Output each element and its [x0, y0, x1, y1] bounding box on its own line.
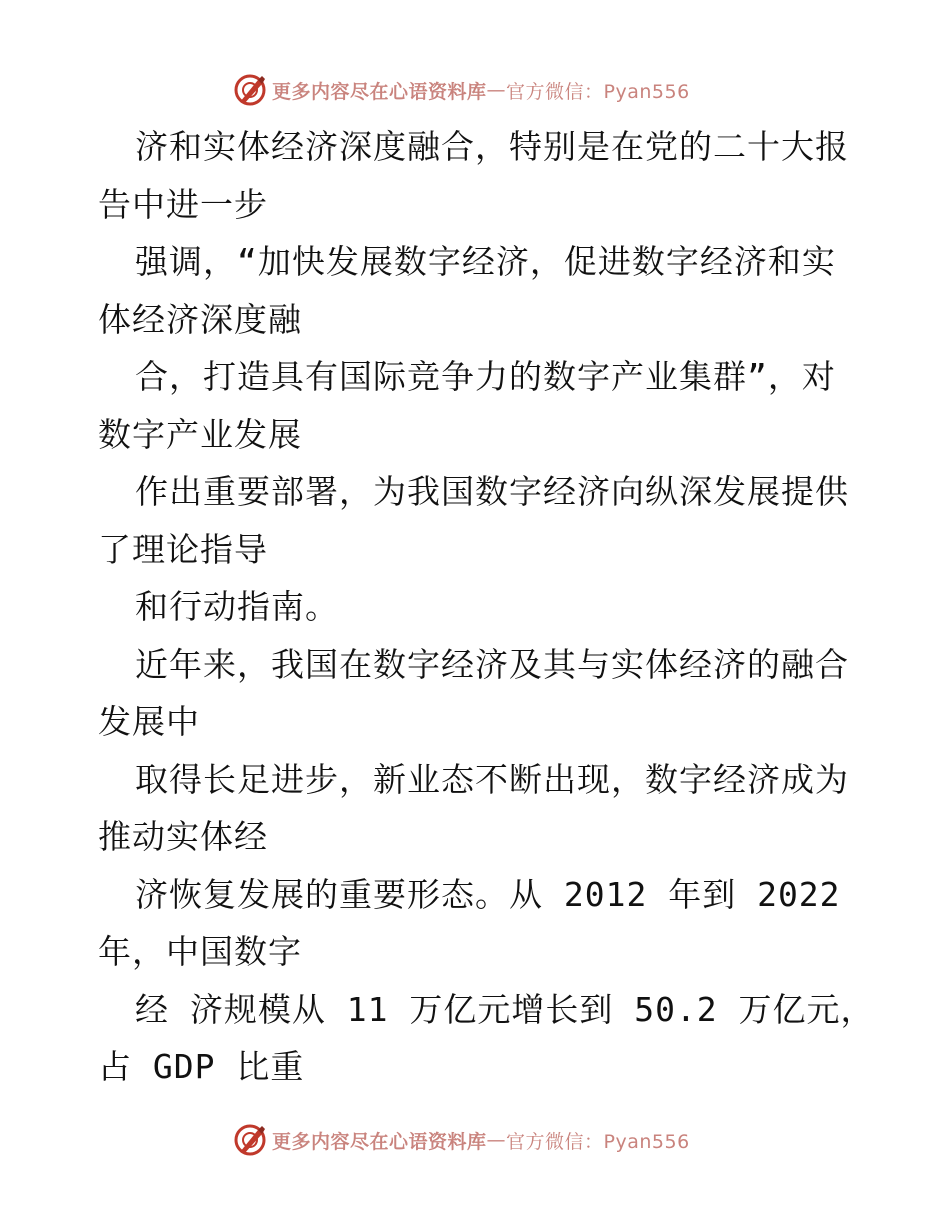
text-line: 济和实体经济深度融合，特别是在党的二十大报	[135, 127, 849, 166]
banner-dash: —	[486, 1129, 507, 1151]
body-text	[98, 118, 875, 1096]
banner-dash: —	[486, 79, 507, 101]
text-line: 发展中	[98, 702, 200, 741]
header-watermark-banner	[232, 70, 690, 110]
banner-contact-text: 官方微信：Pyan556	[506, 80, 690, 103]
text-line: 合，打造具有国际竞争力的数字产业集群”，对	[135, 357, 836, 396]
text-line: 年，中国数字	[98, 932, 302, 971]
text-line: 体经济深度融	[98, 299, 302, 339]
text-line: 告中进一步	[98, 184, 268, 224]
text-line: 作出重要部署，为我国数字经济向纵深发展提供	[135, 472, 849, 511]
pen-logo-icon	[232, 1122, 268, 1158]
banner-main-text: 更多内容尽在心语资料库	[272, 80, 487, 103]
text-line: 和行动指南。	[135, 587, 339, 626]
pen-logo-icon	[232, 72, 268, 108]
text-line: 推动实体经	[98, 817, 268, 856]
banner-contact-text: 官方微信：Pyan556	[506, 1130, 690, 1153]
footer-watermark-banner	[232, 1120, 690, 1160]
text-line: 近年来，我国在数字经济及其与实体经济的融合	[135, 644, 849, 684]
text-line: 济恢复发展的重要形态。从 2012 年到 2022	[135, 874, 841, 914]
text-line: 经 济规模从 11 万亿元增长到 50.2 万亿元，	[135, 989, 875, 1029]
text-line: 占 GDP 比重	[98, 1047, 305, 1086]
banner-main-text: 更多内容尽在心语资料库	[272, 1130, 487, 1153]
text-line: 取得长足进步，新业态不断出现，数字经济成为	[135, 759, 849, 799]
text-line: 强调，“加快发展数字经济，促进数字经济和实	[135, 242, 836, 281]
text-line: 了理论指导	[98, 529, 268, 569]
text-line: 数字产业发展	[98, 414, 302, 454]
